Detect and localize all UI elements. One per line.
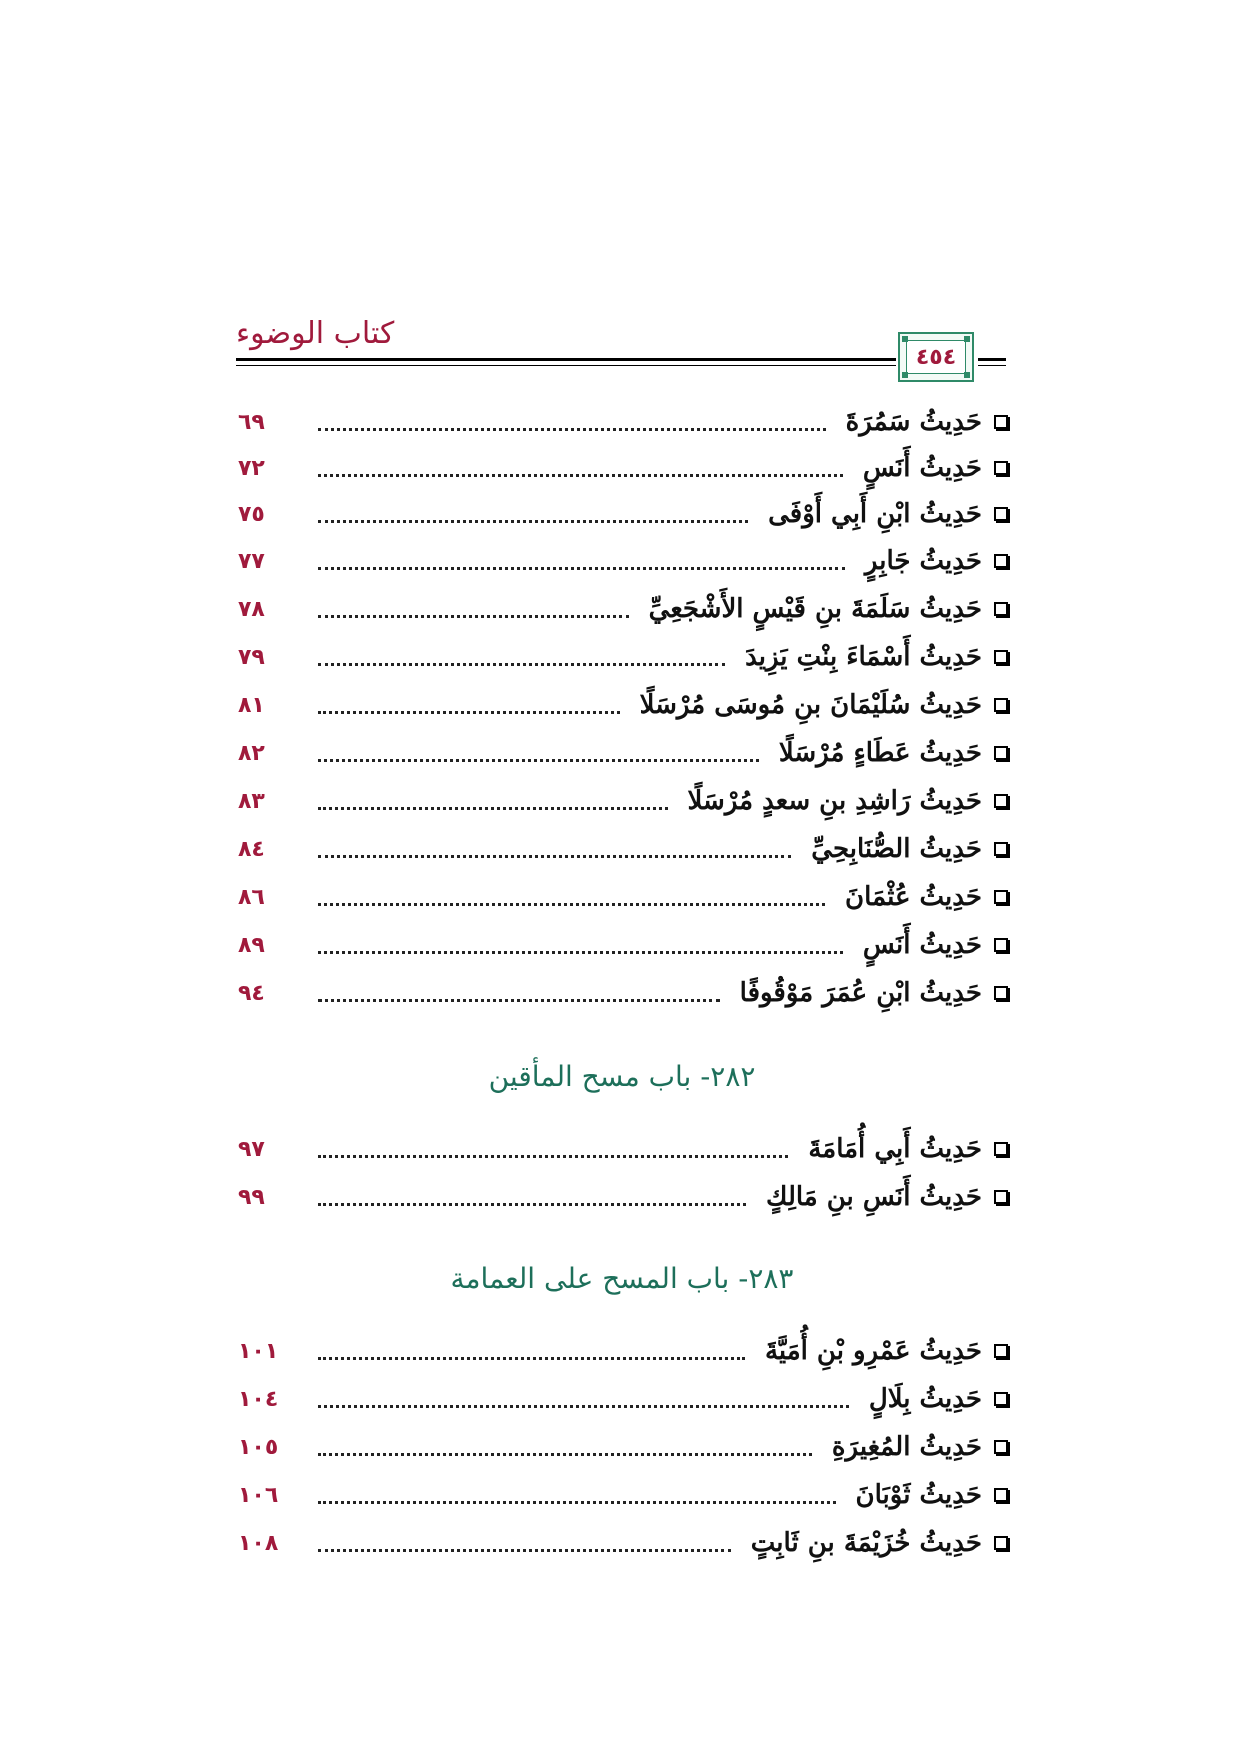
dot-leader [318, 999, 720, 1002]
dot-leader [318, 903, 825, 906]
checkbox-square-icon [994, 986, 1008, 1000]
checkbox-square-icon [994, 1440, 1008, 1454]
entry-title: حَدِيثُ سَلَمَةَ بنِ قَيْسٍ الأَشْجَعِيِّ [648, 594, 982, 624]
entry-page-number: ١٠٥ [238, 1434, 279, 1460]
toc-entry [236, 827, 1008, 871]
entry-title: حَدِيثُ عَطَاءٍ مُرْسَلًا [778, 738, 982, 768]
checkbox-square-icon [994, 842, 1008, 856]
header-rule [236, 365, 896, 366]
dot-leader [318, 1453, 812, 1456]
toc-entry [236, 400, 1008, 444]
ornament-corner-icon [964, 372, 970, 378]
entry-page-number: ٨٦ [238, 884, 265, 910]
entry-page-number: ٨٩ [238, 932, 265, 958]
header-rule [236, 358, 896, 361]
entry-title: حَدِيثُ أَبِي أُمَامَةَ [808, 1134, 982, 1164]
entry-title: حَدِيثُ أَنَسٍ [862, 453, 982, 483]
toc-entry [236, 875, 1008, 919]
toc-entry [236, 492, 1008, 536]
checkbox-square-icon [994, 698, 1008, 712]
entry-page-number: ٦٩ [238, 409, 265, 435]
entry-page-number: ٨٤ [238, 836, 265, 862]
toc-entry [236, 587, 1008, 631]
toc-entry [236, 1175, 1008, 1219]
page-header [236, 316, 1006, 386]
entry-page-number: ٧٧ [238, 548, 265, 574]
entry-title: حَدِيثُ ثَوْبَانَ [855, 1480, 982, 1510]
checkbox-square-icon [994, 746, 1008, 760]
checkbox-square-icon [994, 1536, 1008, 1550]
entry-title: حَدِيثُ بِلَالٍ [868, 1384, 982, 1414]
toc-entry [236, 539, 1008, 583]
entry-page-number: ١٠٤ [238, 1386, 279, 1412]
entry-page-number: ٨٢ [238, 740, 265, 766]
book-title: كتاب الوضوء [236, 316, 395, 351]
entry-title: حَدِيثُ عَمْرِو بْنِ أُمَيَّةَ [764, 1336, 982, 1366]
dot-leader [318, 1203, 746, 1206]
dot-leader [318, 1549, 731, 1552]
dot-leader [318, 615, 629, 618]
checkbox-square-icon [994, 1190, 1008, 1204]
toc-entry [236, 1329, 1008, 1373]
header-rule [978, 358, 1006, 361]
ornament-corner-icon [902, 336, 908, 342]
dot-leader [318, 759, 759, 762]
entry-title: حَدِيثُ جَابِرٍ [864, 546, 982, 576]
dot-leader [318, 1405, 849, 1408]
checkbox-square-icon [994, 1142, 1008, 1156]
toc-entry [236, 971, 1008, 1015]
checkbox-square-icon [994, 461, 1008, 475]
entry-page-number: ١٠٦ [238, 1482, 279, 1508]
entry-page-number: ٧٢ [238, 455, 265, 481]
entry-title: حَدِيثُ عُثْمَانَ [845, 882, 982, 912]
toc-entry [236, 923, 1008, 967]
entry-page-number: ٨٣ [238, 788, 265, 814]
entry-title: حَدِيثُ رَاشِدِ بنِ سعدٍ مُرْسَلًا [687, 786, 982, 816]
entry-title: حَدِيثُ أَسْمَاءَ بِنْتِ يَزِيدَ [745, 642, 982, 672]
entry-page-number: ١٠١ [238, 1338, 279, 1364]
ornament-corner-icon [964, 336, 970, 342]
checkbox-square-icon [994, 1344, 1008, 1358]
entry-title: حَدِيثُ أَنَسِ بنِ مَالِكٍ [766, 1182, 982, 1212]
toc-entry [236, 1521, 1008, 1565]
entry-page-number: ٩٤ [238, 980, 265, 1006]
entry-title: حَدِيثُ المُغِيرَةِ [831, 1432, 982, 1462]
page-number: ٤٥٤ [915, 344, 957, 370]
entry-page-number: ٧٥ [238, 501, 265, 527]
entry-page-number: ٨١ [238, 692, 265, 718]
dot-leader [318, 520, 748, 523]
dot-leader [318, 711, 620, 714]
entry-title: حَدِيثُ سُلَيْمَانَ بنِ مُوسَى مُرْسَلًا [639, 690, 982, 720]
dot-leader [318, 567, 845, 570]
checkbox-square-icon [994, 1392, 1008, 1406]
checkbox-square-icon [994, 890, 1008, 904]
toc-entry [236, 779, 1008, 823]
entry-page-number: ٩٩ [238, 1184, 265, 1210]
dot-leader [318, 1357, 745, 1360]
checkbox-square-icon [994, 650, 1008, 664]
toc-entry [236, 1127, 1008, 1171]
dot-leader [318, 807, 668, 810]
checkbox-square-icon [994, 507, 1008, 521]
dot-leader [318, 1501, 836, 1504]
dot-leader [318, 951, 843, 954]
checkbox-square-icon [994, 938, 1008, 952]
entry-title: حَدِيثُ ابْنِ أَبِي أَوْفَى [768, 499, 982, 529]
dot-leader [318, 428, 826, 431]
entry-page-number: ٩٧ [238, 1136, 265, 1162]
dot-leader [318, 474, 843, 477]
toc-entry [236, 635, 1008, 679]
entry-page-number: ٧٨ [238, 596, 265, 622]
section-heading: ٢٨٢- باب مسح المأقين [488, 1060, 756, 1093]
checkbox-square-icon [994, 794, 1008, 808]
toc-entry [236, 1425, 1008, 1469]
entry-title: حَدِيثُ خُزَيْمَةَ بنِ ثَابِتٍ [750, 1528, 982, 1558]
toc-entry [236, 446, 1008, 490]
page-number-inner-frame [906, 340, 966, 374]
entry-page-number: ١٠٨ [238, 1530, 279, 1556]
entry-title: حَدِيثُ الصُّنَابِحِيِّ [811, 834, 982, 864]
page-number-frame [898, 332, 974, 382]
checkbox-square-icon [994, 415, 1008, 429]
checkbox-square-icon [994, 1488, 1008, 1502]
toc-entry [236, 1377, 1008, 1421]
entry-title: حَدِيثُ سَمُرَةَ [845, 407, 982, 437]
checkbox-square-icon [994, 602, 1008, 616]
toc-entry [236, 731, 1008, 775]
dot-leader [318, 663, 725, 666]
ornament-corner-icon [902, 372, 908, 378]
toc-entry [236, 1473, 1008, 1517]
entry-title: حَدِيثُ أَنَسٍ [862, 930, 982, 960]
header-rule [978, 365, 1006, 366]
dot-leader [318, 855, 791, 858]
dot-leader [318, 1155, 788, 1158]
entry-title: حَدِيثُ ابْنِ عُمَرَ مَوْقُوفًا [739, 978, 982, 1008]
section-heading: ٢٨٣- باب المسح على العمامة [450, 1262, 794, 1295]
entry-page-number: ٧٩ [238, 644, 265, 670]
checkbox-square-icon [994, 554, 1008, 568]
toc-entry [236, 683, 1008, 727]
